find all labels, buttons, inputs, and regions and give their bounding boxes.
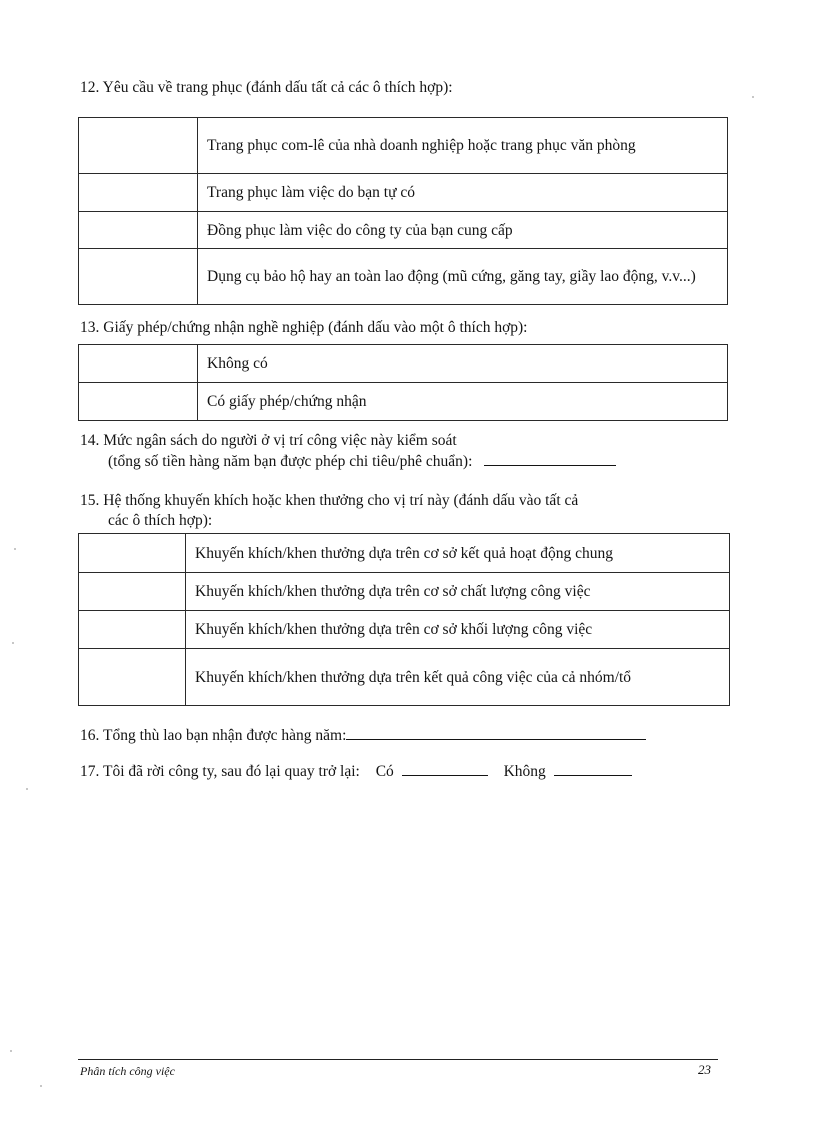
table-row	[79, 212, 728, 249]
q14-line-2: (tổng số tiền hàng năm bạn được phép chi tiêu/phê chuẩn):	[108, 453, 473, 470]
q13-option-1: Không có	[198, 345, 728, 383]
table-row	[79, 534, 730, 573]
q15-option-2: Khuyến khích/khen thưởng dựa trên cơ sở chất lượng công việc	[186, 573, 730, 611]
q15-options-table	[78, 533, 730, 706]
q12-option-3: Đồng phục làm việc do công ty của bạn cung cấp	[198, 212, 728, 249]
table-row	[79, 649, 730, 706]
q14-block	[80, 431, 616, 472]
q17-label: 17. Tôi đã rời công ty, sau đó lại quay trở lại:	[80, 763, 360, 780]
q15-line-2: các ô thích hợp):	[108, 512, 213, 529]
footer-divider	[78, 1059, 718, 1060]
q15-option-3: Khuyến khích/khen thưởng dựa trên cơ sở khối lượng công việc	[186, 611, 730, 649]
scan-speck	[12, 642, 14, 644]
scan-speck	[26, 788, 28, 790]
table-row	[79, 573, 730, 611]
q12-checkbox-2[interactable]	[79, 174, 198, 212]
q15-checkbox-1[interactable]	[79, 534, 186, 573]
q12-option-4: Dụng cụ bảo hộ hay an toàn lao động (mũ cứng, găng tay, giầy lao động, v.v...)	[198, 249, 728, 305]
scan-speck	[14, 548, 16, 550]
table-row	[79, 611, 730, 649]
q12-options-table	[78, 117, 728, 305]
q16-block	[80, 725, 646, 746]
q12-checkbox-3[interactable]	[79, 212, 198, 249]
q15-checkbox-3[interactable]	[79, 611, 186, 649]
q15-block	[80, 491, 578, 531]
q16-label: 16. Tổng thù lao bạn nhận được hàng năm:	[80, 727, 347, 744]
q17-no-label: Không	[503, 763, 546, 780]
q14-line-2-wrap	[80, 451, 616, 472]
q13-checkbox-1[interactable]	[79, 345, 198, 383]
q13-options-table	[78, 344, 728, 421]
q12-checkbox-1[interactable]	[79, 118, 198, 174]
scan-speck	[40, 1085, 42, 1087]
table-row	[79, 118, 728, 174]
q14-budget-field[interactable]	[484, 451, 616, 466]
q15-option-1: Khuyến khích/khen thưởng dựa trên cơ sở kết quả hoạt động chung	[186, 534, 730, 573]
q12-option-2: Trang phục làm việc do bạn tự có	[198, 174, 728, 212]
q13-checkbox-2[interactable]	[79, 383, 198, 421]
scan-speck	[10, 1050, 12, 1052]
page-number: 23	[698, 1062, 711, 1077]
q12-label: 12. Yêu cầu về trang phục (đánh dấu tất cả các ô thích hợp):	[80, 79, 453, 96]
table-row	[79, 383, 728, 421]
q13-label: 13. Giấy phép/chứng nhận nghề nghiệp (đánh dấu vào một ô thích hợp):	[80, 319, 528, 336]
q13-option-2: Có giấy phép/chứng nhận	[198, 383, 728, 421]
q17-no-field[interactable]	[554, 761, 632, 776]
q16-income-field[interactable]	[346, 725, 646, 740]
q15-checkbox-2[interactable]	[79, 573, 186, 611]
q17-yes-label: Có	[375, 763, 394, 780]
q12-option-1: Trang phục com-lê của nhà doanh nghiệp hoặc trang phục văn phòng	[198, 118, 728, 174]
table-row	[79, 249, 728, 305]
q12-checkbox-4[interactable]	[79, 249, 198, 305]
q14-line-1: 14. Mức ngân sách do người ở vị trí công việc này kiểm soát	[80, 432, 457, 449]
q15-option-4: Khuyến khích/khen thưởng dựa trên kết quả công việc của cả nhóm/tổ	[186, 649, 730, 706]
table-row	[79, 174, 728, 212]
q17-yes-field[interactable]	[402, 761, 488, 776]
q17-block	[80, 761, 632, 782]
q15-checkbox-4[interactable]	[79, 649, 186, 706]
q15-line-1: 15. Hệ thống khuyến khích hoặc khen thưởng cho vị trí này (đánh dấu vào tất cả	[80, 492, 579, 509]
scan-speck	[752, 96, 754, 98]
table-row	[79, 345, 728, 383]
footer-title: Phân tích công việc	[80, 1064, 175, 1078]
